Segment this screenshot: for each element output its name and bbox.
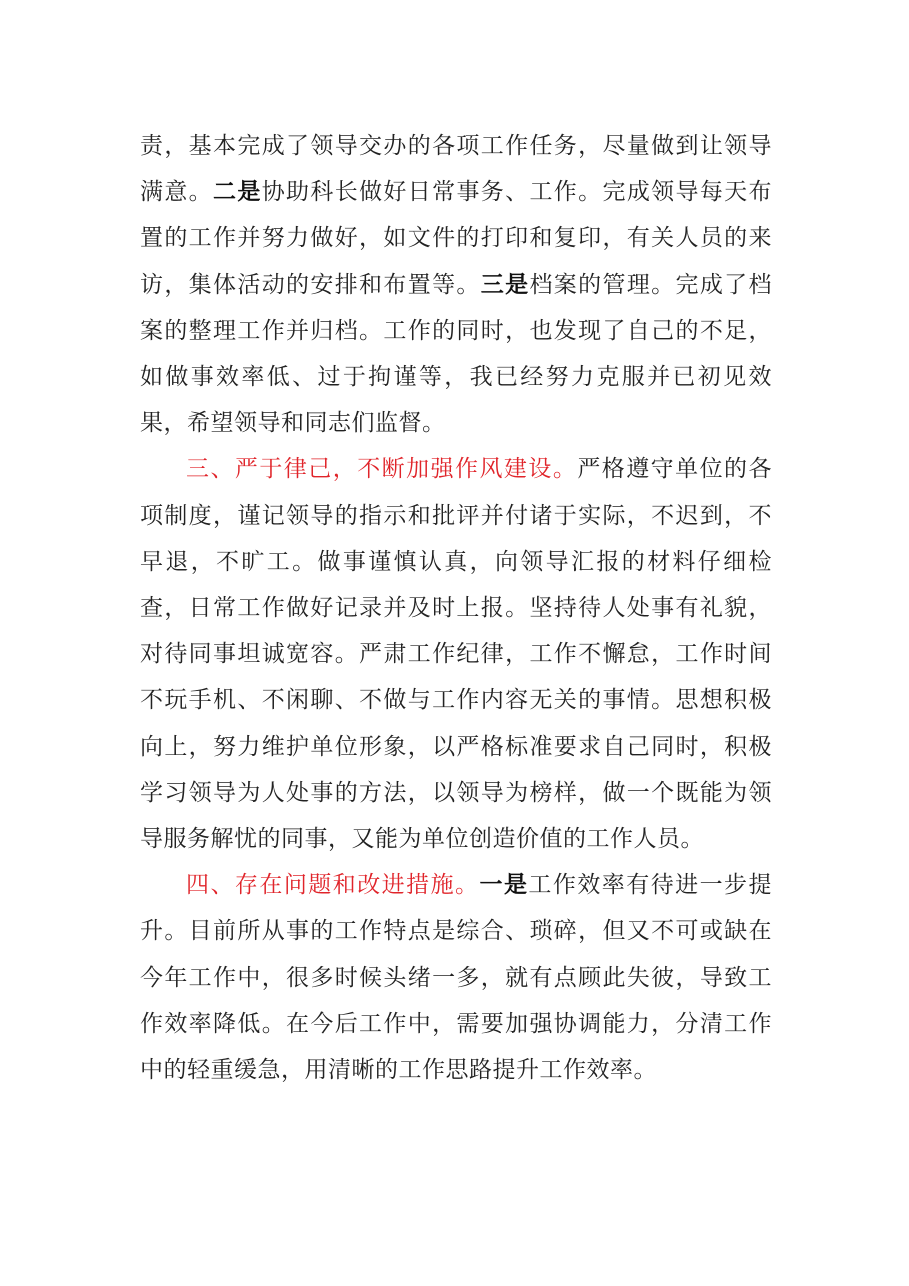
emphasis-label: 二是 <box>213 178 262 206</box>
document-body <box>140 123 772 1093</box>
emphasis-label: 一是 <box>479 871 529 899</box>
paragraph-text: 严格遵守单位的各项制度，谨记领导的指示和批评并付诸于实际，不迟到，不早退，不旷工。做事谨慎认真，向领导汇报的材料仔细检查，日常工作做好记录并及时上报。坚持待人处事有礼貌，对待同事坦诚宽容。严肃工作纪律，工作不懈怠，工作时间不玩手机、不闲聊、不做与工作内容无关的事情。思想积极向上，努力维护单位形象，以严格标准要求自己同时，积极学习领导为人处事的方法，以领导为榜样，做一个既能为领导服务解忧的同事，又能为单位创造价值的工作人员。 <box>140 456 773 853</box>
emphasis-label: 三是 <box>480 270 530 298</box>
paragraph-continued <box>140 123 772 446</box>
paragraph-section-three <box>140 446 772 862</box>
paragraph-text: 责，基本完成了领导交办的各项工作任务，尽量做到让领导满意。 <box>140 133 772 206</box>
section-heading: 三、严于律己，不断加强作风建设。 <box>186 456 578 483</box>
paragraph-text: 档案的管理。完成了档案的整理工作并归档。工作的同时，也发现了自己的不足，如做事效率低、过于拘谨等，我已经努力克服并已初见效果，希望领导和同志们监督。 <box>140 271 773 437</box>
paragraph-text: 协助科长做好日常事务、工作。完成领导每天布置的工作并努力做好，如文件的打印和复印，有关人员的来访，集体活动的安排和布置等。 <box>140 179 773 298</box>
section-heading: 四、存在问题和改进措施。 <box>186 872 480 899</box>
paragraph-section-four <box>140 862 772 1093</box>
paragraph-text: 工作效率有待进一步提升。目前所从事的工作特点是综合、琐碎，但又不可或缺在今年工作中，很多时候头绪一多，就有点顾此失彼，导致工作效率降低。在今后工作中，需要加强协调能力，分清工作中的轻重缓急，用清晰的工作思路提升工作效率。 <box>140 872 773 1084</box>
